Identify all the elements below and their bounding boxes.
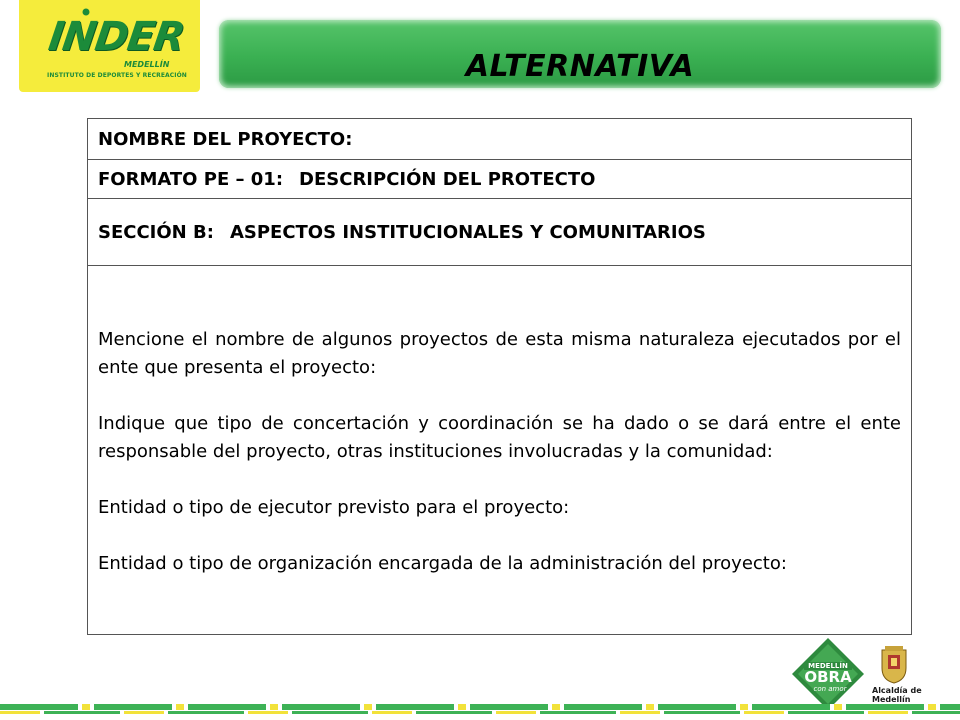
questions-cell <box>88 266 912 635</box>
page-title: ALTERNATIVA <box>465 49 695 84</box>
obra-line2: OBRA <box>804 668 852 686</box>
obra-line1: MEDELLÍN <box>808 662 848 670</box>
format-code: FORMATO PE – 01: <box>98 168 284 190</box>
format-cell <box>88 160 912 199</box>
logo-subtitle: INSTITUTO DE DEPORTES Y RECREACIÓN <box>47 72 187 79</box>
logo-wordmark: INDER <box>45 14 187 60</box>
inder-logo <box>19 0 200 92</box>
medellin-obra-logo <box>790 636 866 712</box>
obra-line3: con amor <box>813 685 847 693</box>
coat-of-arms-icon <box>879 646 909 684</box>
logo-city: MEDELLÍN <box>124 60 170 69</box>
project-form-table <box>87 118 912 635</box>
table-row <box>88 160 912 199</box>
alcaldia-label: Alcaldía de Medellín <box>872 686 922 704</box>
format-title: DESCRIPCIÓN DEL PROTECTO <box>299 168 596 190</box>
table-row <box>88 119 912 160</box>
title-banner <box>219 20 941 88</box>
table-row <box>88 199 912 266</box>
footer-stripe-secondary <box>0 711 960 714</box>
footer-stripe <box>0 704 960 710</box>
section-code: SECCIÓN B: <box>98 221 214 243</box>
section-title: ASPECTOS INSTITUCIONALES Y COMUNITARIOS <box>229 221 706 243</box>
question-item: Indique que tipo de concertación y coordinación se ha dado o se dará entre el ente responsable del proyecto, otras instituciones involucradas y la comunidad: <box>98 413 901 462</box>
question-item: Entidad o tipo de ejecutor previsto para el proyecto: <box>98 497 570 518</box>
section-cell <box>88 199 912 266</box>
question-item: Mencione el nombre de algunos proyectos de esta misma naturaleza ejecutados por el ente que presenta el proyecto: <box>98 329 901 378</box>
project-name-label: NOMBRE DEL PROYECTO: <box>88 119 912 160</box>
question-item: Entidad o tipo de organización encargada de la administración del proyecto: <box>98 553 787 574</box>
table-row <box>88 266 912 635</box>
